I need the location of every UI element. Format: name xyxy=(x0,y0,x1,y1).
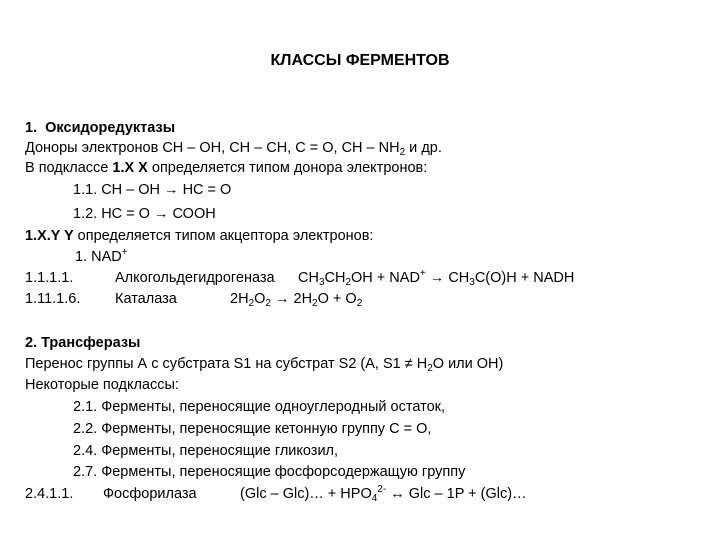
superscript: + xyxy=(419,268,426,279)
nad-text: 1. NAD xyxy=(75,249,122,265)
subscript: 4 xyxy=(371,493,378,504)
formula-part: → 2H xyxy=(270,291,313,307)
enzyme-name-catalase: Каталаза xyxy=(115,291,177,307)
acceptor-code: 1.Х.Y Y xyxy=(25,228,74,244)
formula-part: O xyxy=(254,291,266,307)
enzyme-row-phosphorylase xyxy=(25,484,73,504)
superscript: 2- xyxy=(377,484,387,495)
nad-line xyxy=(75,247,128,267)
subclass-item-2-7: 2.7. Ферменты, переносящие фосфорсодержащую группу xyxy=(73,464,466,480)
acceptor-desc: определяется типом акцептора электронов: xyxy=(73,228,374,244)
enzyme-row-adh xyxy=(25,268,73,288)
subscript: 2 xyxy=(248,298,255,309)
subscript: 3 xyxy=(469,277,475,288)
subclass-item-2-4: 2.4. Ферменты, переносящие гликозил, xyxy=(73,443,339,459)
formula-part: OH + NAD xyxy=(351,270,420,286)
subscript: 2 xyxy=(312,298,318,309)
some-subclasses-line: Некоторые подклассы: xyxy=(25,377,179,393)
formula-part: 2H xyxy=(230,291,249,307)
enzyme-code: 1.1.1.1. xyxy=(25,270,74,286)
subscript: 2 xyxy=(265,298,271,309)
reaction-adh xyxy=(298,268,574,288)
enzyme-code: 2.4.1.1. xyxy=(25,486,74,502)
formula-part: (Glc – Glc)… + HPO xyxy=(240,486,372,502)
subclass-code: 1.Х Х xyxy=(112,160,148,176)
reaction-catalase xyxy=(230,289,362,309)
formula-part: ↔ Glc – 1P + (Glc)… xyxy=(386,486,527,502)
subscript: 2 xyxy=(399,147,406,158)
subclass-text: В подклассе xyxy=(25,160,113,176)
subclass-item-1-2: 1.2. НС = О → СООН xyxy=(73,206,216,222)
electron-donors-line xyxy=(25,138,442,158)
transfer-text: Перенос группы А с субстрата S1 на субстрат S2 (A, S1 ≠ H xyxy=(25,356,428,372)
formula-part: CH xyxy=(298,270,319,286)
formula-part: C(O)H + NADH xyxy=(474,270,575,286)
subclass-item-1-1: 1.1. СН – ОН → НС = О xyxy=(73,182,232,198)
transferases-heading: 2. Трансферазы xyxy=(25,335,141,351)
subclass-item-2-2: 2.2. Ферменты, переносящие кетонную группу С = О, xyxy=(73,421,432,437)
subscript: 3 xyxy=(318,277,325,288)
subscript: 2 xyxy=(345,277,352,288)
formula-part: → CH xyxy=(425,270,470,286)
transfer-tail: O или ОН) xyxy=(432,356,504,372)
reaction-phosphorylase xyxy=(240,484,527,504)
subscript: 2 xyxy=(427,363,433,374)
enzyme-row-catalase xyxy=(25,289,80,309)
subclass-line xyxy=(25,158,427,178)
subclass-desc: определяется типом донора электронов: xyxy=(147,160,428,176)
formula-part: CH xyxy=(324,270,346,286)
page-title: КЛАССЫ ФЕРМЕНТОВ xyxy=(270,52,450,69)
enzyme-code: 1.11.1.6. xyxy=(25,291,81,307)
enzyme-name-adh: Алкогольдегидрогеназа xyxy=(115,270,275,286)
subscript: 2 xyxy=(356,298,363,309)
donors-text: Доноры электронов СН – ОН, СН – СН, С = О, СН – NH xyxy=(25,140,400,156)
heading-text: Оксидоредуктазы xyxy=(45,120,176,136)
donors-tail: и др. xyxy=(405,140,442,156)
subclass-item-2-1: 2.1. Ферменты, переносящие одноуглеродный остаток, xyxy=(73,399,446,415)
acceptor-line xyxy=(25,226,373,246)
formula-part: O + O xyxy=(317,291,357,307)
oxidoreductases-heading xyxy=(25,118,175,138)
transfer-line xyxy=(25,354,503,374)
enzyme-name-phosphorylase: Фосфорилаза xyxy=(103,486,197,502)
superscript: + xyxy=(121,247,128,258)
heading-number: 1. xyxy=(25,120,38,136)
